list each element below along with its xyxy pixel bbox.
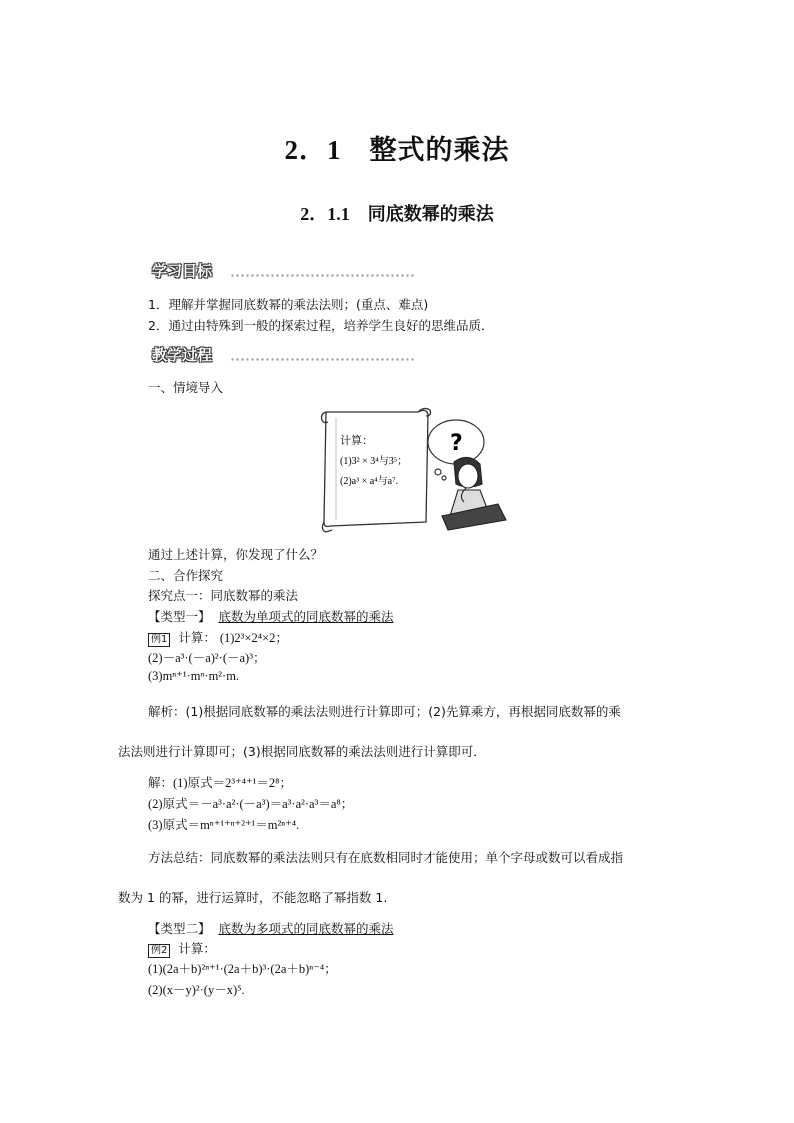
scroll-line-2: (2)a³ × a⁴与a⁷. [340,476,399,487]
type-1-tag: 【类型一】 [148,609,211,624]
analysis-line-1: 解析：(1)根据同底数幂的乘法法则进行计算即可；(2)先算乘方，再根据同底数幂的乘 [148,704,621,719]
dotted-divider [230,273,416,279]
example-2-q1: (1)(2a＋b)²ⁿ⁺¹·(2a＋b)³·(2a＋b)ⁿ⁻⁴； [148,962,337,976]
scroll-illustration [318,404,508,534]
student-icon [442,457,506,530]
example-2-badge: 例2 [148,944,170,958]
example-1-prompt [148,628,288,647]
part-2-heading: 二、合作探究 [148,568,224,583]
solution-line-2: (2)原式＝－a³·a²·(－a³)＝a³·a²·a³＝a⁸； [148,797,354,811]
example-1-q3: (3)mⁿ⁺¹·mⁿ·m²·m. [148,669,240,683]
discover-question: 通过上述计算，你发现了什么？ [148,547,324,562]
example-2-label: 计算： [178,941,216,956]
example-1-label: 计算： [178,630,216,645]
example-1-q1: (1)2³×2⁴×2； [219,631,288,645]
goal-item-2: 2．通过由特殊到一般的探索过程，培养学生良好的思维品质． [148,318,494,333]
goal-item-1: 1．理解并掌握同底数幂的乘法法则；(重点、难点) [148,297,429,312]
solution-line-3: (3)原式＝mⁿ⁺¹⁺ⁿ⁺²⁺¹＝m²ⁿ⁺⁴. [148,818,300,832]
section-subtitle: 2．1.1 同底数幂的乘法 [300,204,494,224]
type-1-heading [148,607,394,625]
scroll-heading: 计算： [340,435,373,447]
dotted-divider [230,357,416,363]
method-summary-line-2: 数为 1 的幂，进行运算时，不能忽略了幂指数 1. [118,890,388,905]
example-1-q2: (2)－a³·(－a)²·(－a)³； [148,651,266,665]
page-title: 2．1 整式的乘法 [284,135,510,165]
analysis-line-2: 法法则进行计算即可；(3)根据同底数幂的乘法法则进行计算即可． [118,744,486,759]
type-2-title: 底数为多项式的同底数幂的乘法 [218,921,394,936]
example-1-badge: 例1 [148,633,170,647]
question-mark-icon: ? [450,431,463,456]
type-2-tag: 【类型二】 [148,921,211,936]
example-2-prompt [148,939,216,958]
solution-line-1: 解：(1)原式＝2³⁺⁴⁺¹＝2⁸； [148,776,292,790]
section-header-process: 教学过程 [152,346,213,364]
method-summary-line-1: 方法总结：同底数幂的乘法法则只有在底数相同时才能使用；单个字母或数可以看成指 [148,850,624,865]
scroll-icon [322,408,431,532]
example-2-q2: (2)(x－y)²·(y－x)⁵. [148,983,245,997]
explore-point-1: 探究点一：同底数幂的乘法 [148,588,299,603]
part-1-heading: 一、情境导入 [148,380,224,395]
type-2-heading [148,919,394,937]
scroll-line-1: (1)3² × 3⁴与3⁵； [340,456,408,467]
type-1-title: 底数为单项式的同底数幂的乘法 [218,609,394,624]
section-header-goals: 学习目标 [152,262,213,280]
